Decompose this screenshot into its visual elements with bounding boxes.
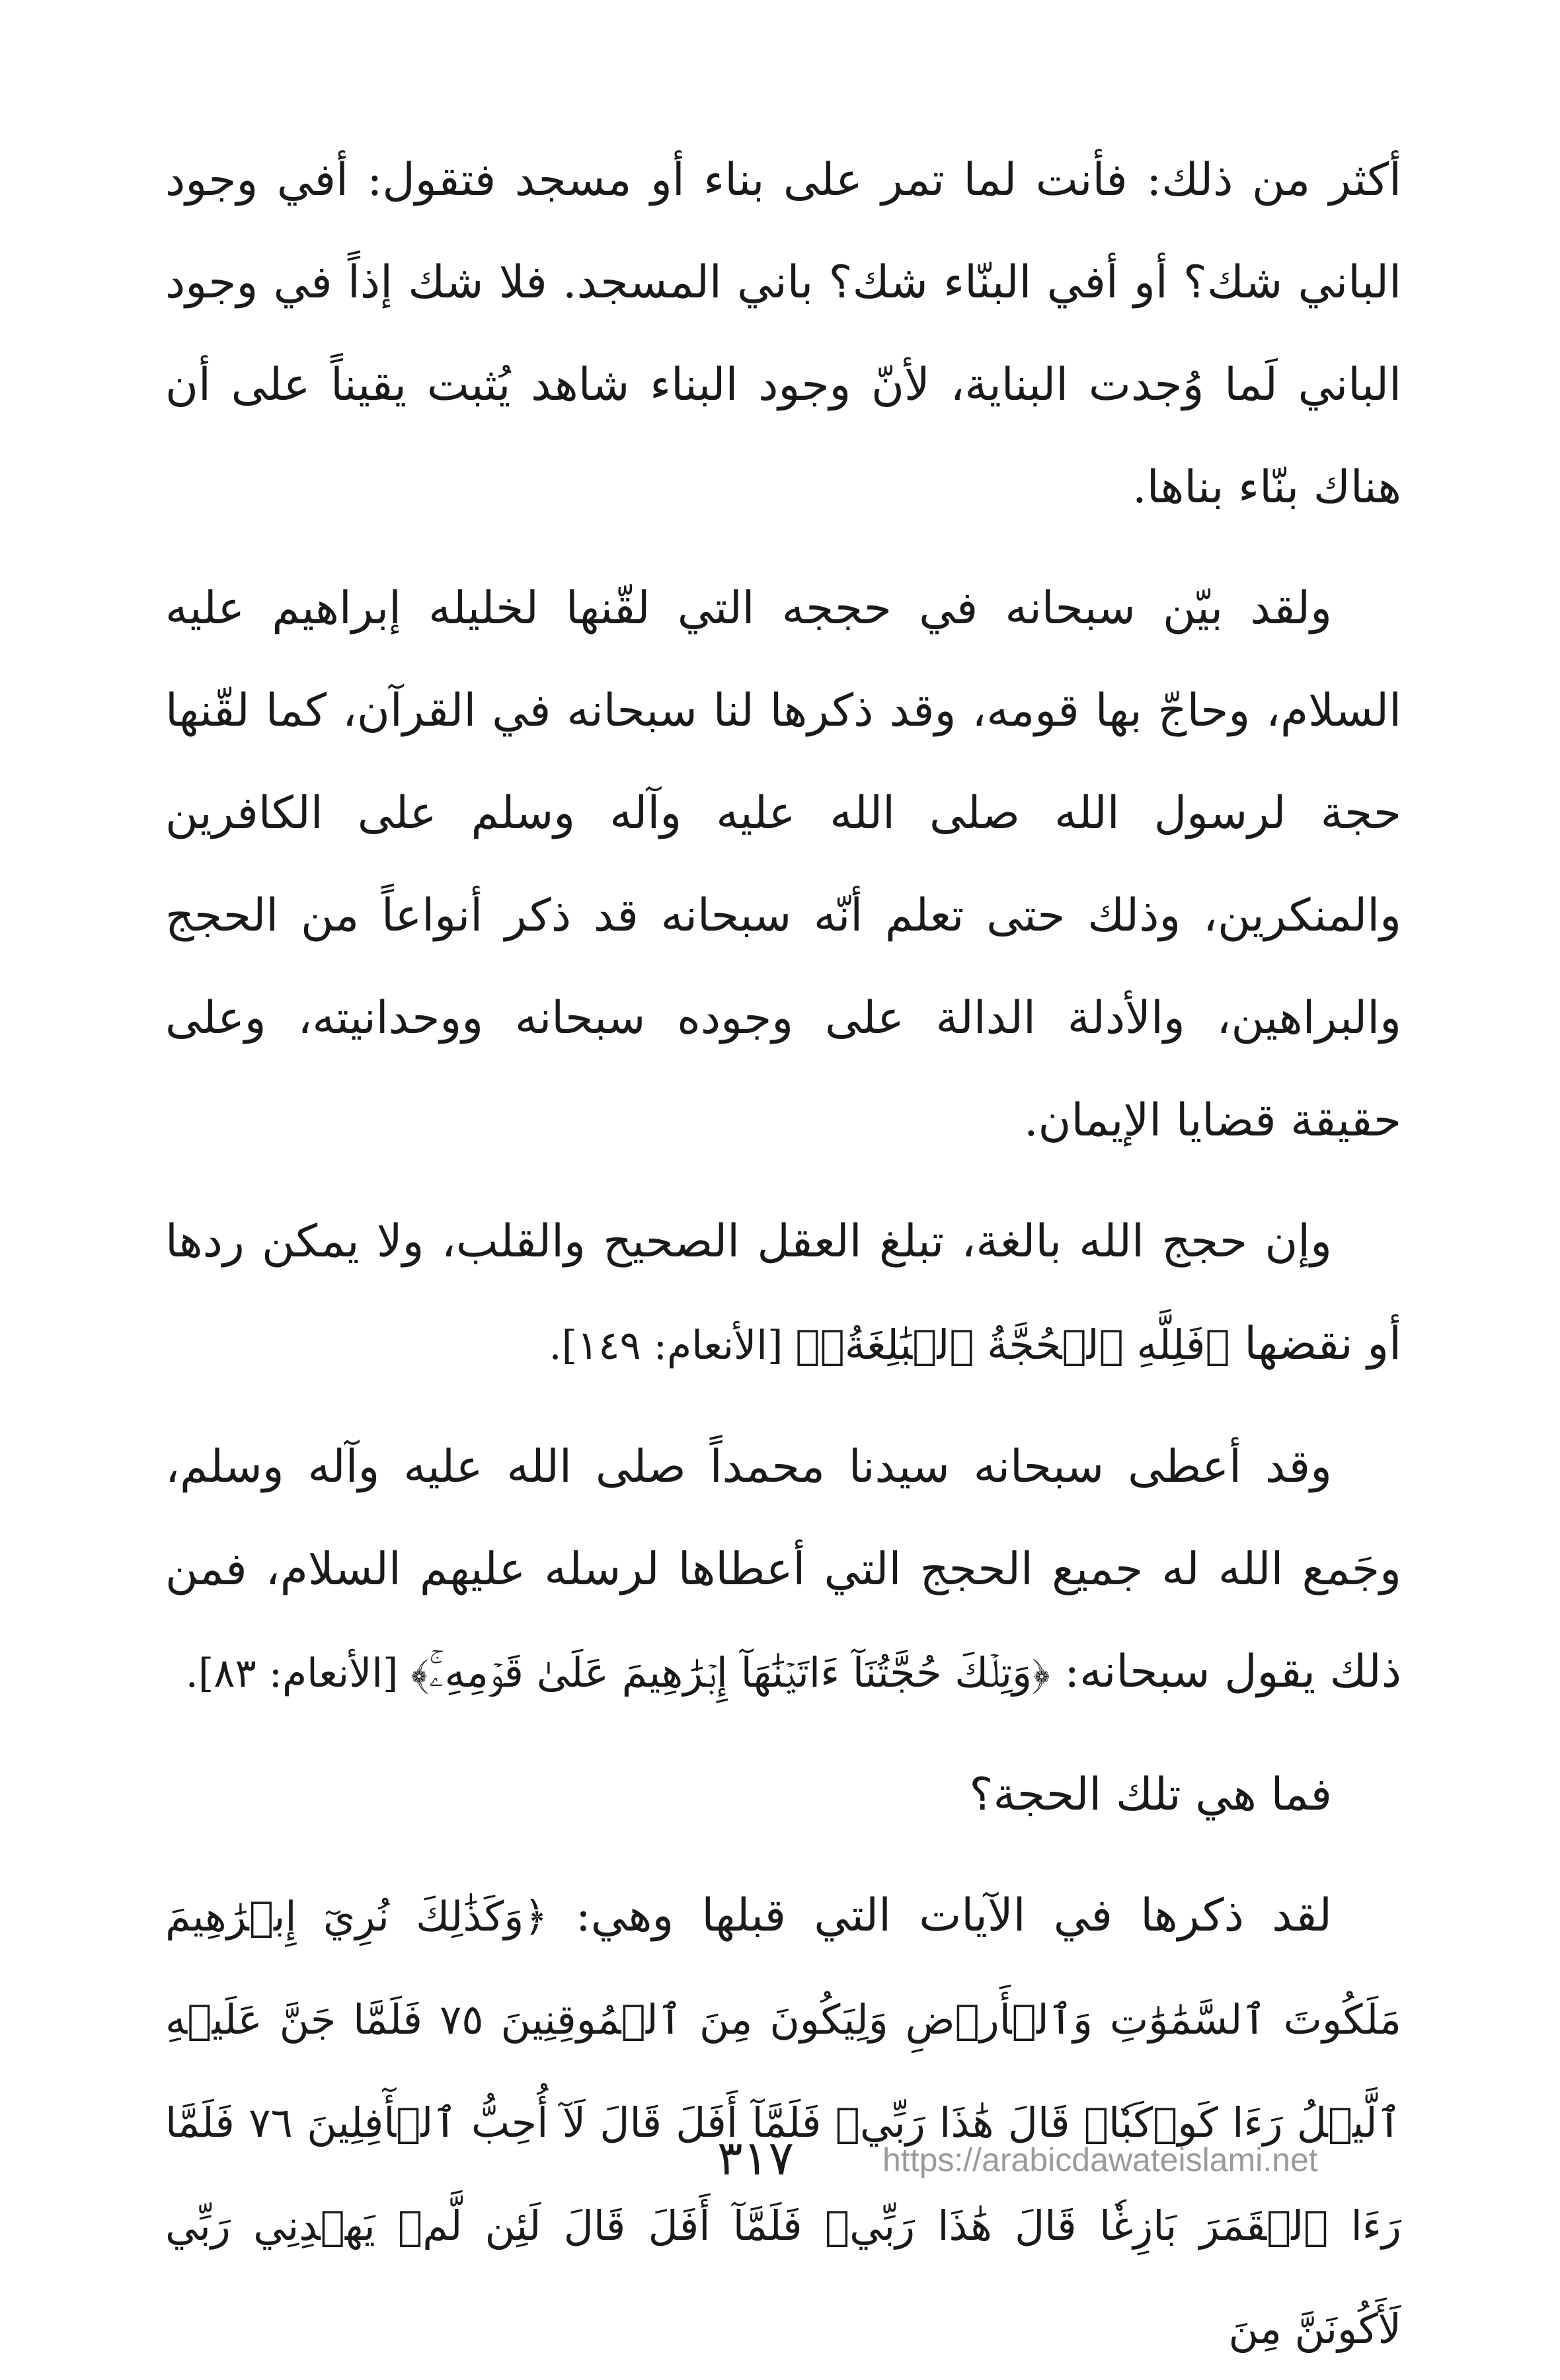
- paragraph-4-text: وقد أعطى سبحانه سيدنا محمداً صلى الله عليه وآله وسلم، وجَمع الله له جميع الحجج التي أعطاها لرسله عليهم السلام، فمن ذلك يقول سبحانه:: [165, 1441, 1401, 1698]
- body-text: [165, 129, 1401, 2380]
- quran-verse-3: ﴿وَكَذَٰلِكَ نُرِيٓ إِبۡرَٰهِيمَ مَلَكُوتَ ٱلسَّمَٰوَٰتِ وَٱلۡأَرۡضِ وَلِيَكُونَ مِنَ ٱلۡمُوقِنِينَ ٧٥ فَلَمَّا جَنَّ عَلَيۡهِ ٱلَّيۡلُ رَءَا كَوۡكَبٗاۖ قَالَ هَٰذَا رَبِّيۖ فَلَمَّآ أَفَلَ قَالَ لَآ أُحِبُّ ٱلۡأٓفِلِينَ ٧٦ فَلَمَّا رَءَا ٱلۡقَمَرَ بَازِغٗا قَالَ هَٰذَا رَبِّيۖ فَلَمَّآ أَفَلَ قَالَ لَئِن لَّمۡ يَهۡدِنِي رَبِّي لَأَكُونَنَّ مِنَ: [165, 1892, 1402, 2353]
- paragraph-4: [165, 1416, 1401, 1725]
- paragraph-5-text: فما هي تلك الحجة؟: [969, 1769, 1332, 1821]
- site-watermark: https://arabicdawateislami.net: [882, 2141, 1318, 2178]
- verse-reference-2: [الأنعام: ٨٣].: [185, 1650, 411, 1697]
- paragraph-2-text: ولقد بيّن سبحانه في حججه التي لقّنها لخليله إبراهيم عليه السلام، وحاجّ بها قومه، وقد ذكرها لنا سبحانه في القرآن، كما لقّنها حجة لرسول الله صلى الله عليه وآله وسلم على الكافرين والمنكرين، وذلك حتى تعلم أنّه سبحانه قد ذكر أنواعاً من الحجج والبراهين، والأدلة الدالة على وجوده سبحانه ووحدانيته، وعلى حقيقة قضايا الإيمان.: [165, 582, 1401, 1147]
- paragraph-2: [165, 557, 1401, 1172]
- paragraph-1: [165, 129, 1401, 539]
- quran-verse-2: ﴿وَتِلۡكَ حُجَّتُنَآ ءَاتَيۡنَٰهَآ إِبۡرَٰهِيمَ عَلَىٰ قَوۡمِهِۦۚ﴾: [410, 1648, 1050, 1697]
- paragraph-6-text: لقد ذكرها في الآيات التي قبلها وهي:: [547, 1890, 1332, 1942]
- page-number: ٣١٧: [717, 2130, 795, 2186]
- verse-reference-1: [الأنعام: ١٤٩].: [549, 1323, 796, 1369]
- paragraph-3-text: وإن حجج الله بالغة، تبلغ العقل الصحيح والقلب، ولا يمكن ردها أو نقضها: [165, 1215, 1401, 1370]
- paragraph-1-text: أكثر من ذلك: فأنت لما تمر على بناء أو مسجد فتقول: أفي وجود الباني شك؟ أو أفي البنّاء شك؟ باني المسجد. فلا شك إذاً في وجود الباني لَما وُجدت البناية، لأنّ وجود البناء شاهد يُثبت يقيناً على أن هناك بنّاء بناها.: [165, 154, 1401, 514]
- paragraph-3: [165, 1190, 1401, 1397]
- paragraph-5: [165, 1744, 1401, 1846]
- page-footer: [0, 2118, 1560, 2198]
- quran-verse-1: ﴿فَلِلَّهِ ٱلۡحُجَّةُ ٱلۡبَٰلِغَةُۖ﴾: [795, 1321, 1230, 1369]
